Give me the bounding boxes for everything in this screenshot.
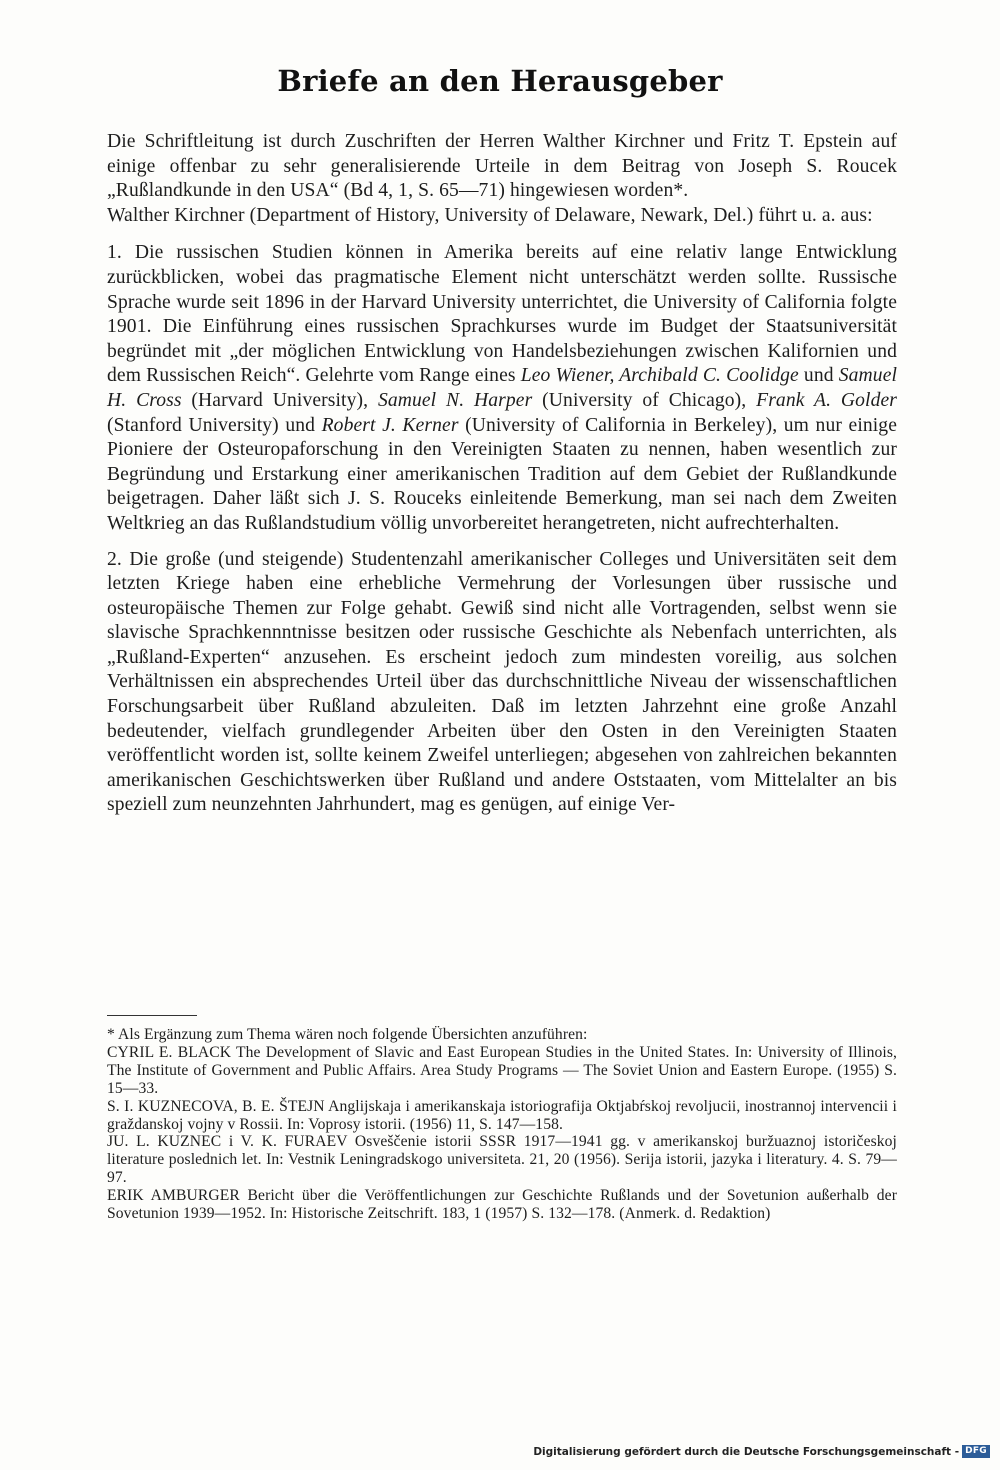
scholar-name: Frank A. Golder: [756, 389, 897, 411]
scholar-name: Samuel H. Cross: [107, 365, 898, 411]
point-2-paragraph: 2. Die große (und steigende) Studentenzahl amerikanischer Colleges und Universitäten seit dem letzten Kriege haben eine erhebliche Vermehrung der Vorlesungen über russische und osteuropäische Themen zur Folge gehabt. Gewiß sind nicht alle Vortragenden, selbst wenn sie slavische Sprachkennntnisse besitzen oder russische Geschichte als Nebenfach unterrichten, als „Rußland-Experten“ anzusehen. Es erscheint jedoch zum mindesten voreilig, aus solchen Verhältnissen ein absprechendes Urteil über das durchschnittliche Niveau der wissenschaftlichen Forschungsarbeit über Rußland abzuleiten. Daß im letzten Jahrzehnt eine große Anzahl bedeutender, vielfach grundlegender Arbeiten über den Osten in den Vereinigten Staaten veröffentlicht worden ist, sollte keinem Zweifel unterliegen; abgesehen von zahlreichen bekannten amerikanischen Geschichtswerken über Rußland und andere Oststaaten, vom Mittelalter an bis speziell zum neunzehnten Jahrhundert, mag es genügen, auf einige Ver-: [107, 548, 897, 816]
point-1-text: und: [803, 365, 834, 387]
author-paragraph: Walther Kirchner (Department of History, University of Delaware, Newark, Del.) führt u. a. aus:: [107, 204, 873, 226]
digitization-footer: [533, 1445, 990, 1458]
footnote-reference: S. I. KUZNECOVA, B. E. ŠTEJN Anglijskaja i amerikanskaja istoriografija Oktjabŕskoj revoljucii, inostrannoj intervencii i graždanskoj vojny v Rossii. In: Voprosy istorii. (1956) 11, S. 147—158.: [107, 1097, 897, 1133]
point-1-text: 1. Die russischen Studien können in Amerika bereits auf eine relativ lange Entwicklung zurückblicken, wobei das pragmatische Element nicht unterschätzt werden sollte. Russische Sprache wurde seit 1896 in der Harvard University unterrichtet, die University of California folgte 1901. Die Einführung eines russischen Sprachkurses wurde im Budget der Staatsuniversität begründet mit „der möglichen Entwicklung von Handelsbeziehungen zwischen Kalifornien und dem Russischen Reich“. Gelehrte vom Range eines: [107, 242, 897, 387]
point-1-text: (University of Chicago),: [542, 389, 747, 411]
scholar-name: Samuel N. Harper: [377, 389, 533, 411]
scholar-names: Leo Wiener, Archibald C. Coolidge: [520, 365, 799, 387]
point-1-text: (Harvard University),: [191, 389, 369, 411]
footnote-reference: ERIK AMBURGER Bericht über die Veröffentlichungen zur Geschichte Rußlands und der Sovetunion außerhalb der Sovetunion 1939—1952. In: Historische Zeitschrift. 183, 1 (1957) S. 132—178. (Anmerk. d. Redaktion): [107, 1187, 897, 1223]
scholar-name: Robert J. Kerner: [321, 414, 459, 436]
dfg-logo: DFG: [962, 1445, 990, 1458]
footnote-divider: [107, 1015, 197, 1016]
footnote-intro: * Als Ergänzung zum Thema wären noch folgende Übersichten anzuführen:: [107, 1026, 588, 1043]
footnote-reference: JU. L. KUZNEC i V. K. FURAEV Osveščenie istorii SSSR 1917—1941 gg. v amerikanskoj buržuaznoj istoričeskoj literature poslednich let. In: Vestnik Leningradskogo universiteta. 21, 20 (1956). Serija istorii, jazyka i literatury. 4. S. 79—97.: [107, 1133, 897, 1187]
letter-body: [107, 130, 897, 818]
point-1-paragraph: [107, 241, 897, 536]
footnote-reference: CYRIL E. BLACK The Development of Slavic and East European Studies in the United States. In: University of Illinois, The Institute of Government and Public Affairs. Area Study Programs — The Soviet Union and Eastern Europe. (1955) S. 15—33.: [107, 1043, 897, 1097]
point-1-text: (University of California in Berkeley), um nur einige Pioniere der Osteuropaforschung in den Vereinigten Staaten zu nennen, haben wesentlich zur Begründung und Erstarkung einer amerikanischen Tradition auf dem Gebiet der Rußlandkunde beigetragen. Daher läßt sich J. S. Rouceks einleitende Bemerkung, man sei nach dem Zweiten Weltkrieg an das Rußlandstudium völlig unvorbereitet herangetreten, nicht aufrechterhalten.: [107, 414, 897, 534]
footnotes: [107, 1026, 897, 1223]
page-title: Briefe an den Herausgeber: [277, 64, 723, 98]
point-1-text: (Stanford University) und: [107, 414, 316, 436]
footer-text: Digitalisierung gefördert durch die Deutsche Forschungsgemeinschaft -: [533, 1445, 960, 1458]
intro-paragraph: Die Schriftleitung ist durch Zuschriften der Herren Walther Kirchner und Fritz T. Epstein auf einige offenbar zu sehr generalisierende Urteile in dem Beitrag von Joseph S. Roucek „Rußlandkunde in den USA“ (Bd 4, 1, S. 65—71) hingewiesen worden*.: [107, 131, 897, 202]
